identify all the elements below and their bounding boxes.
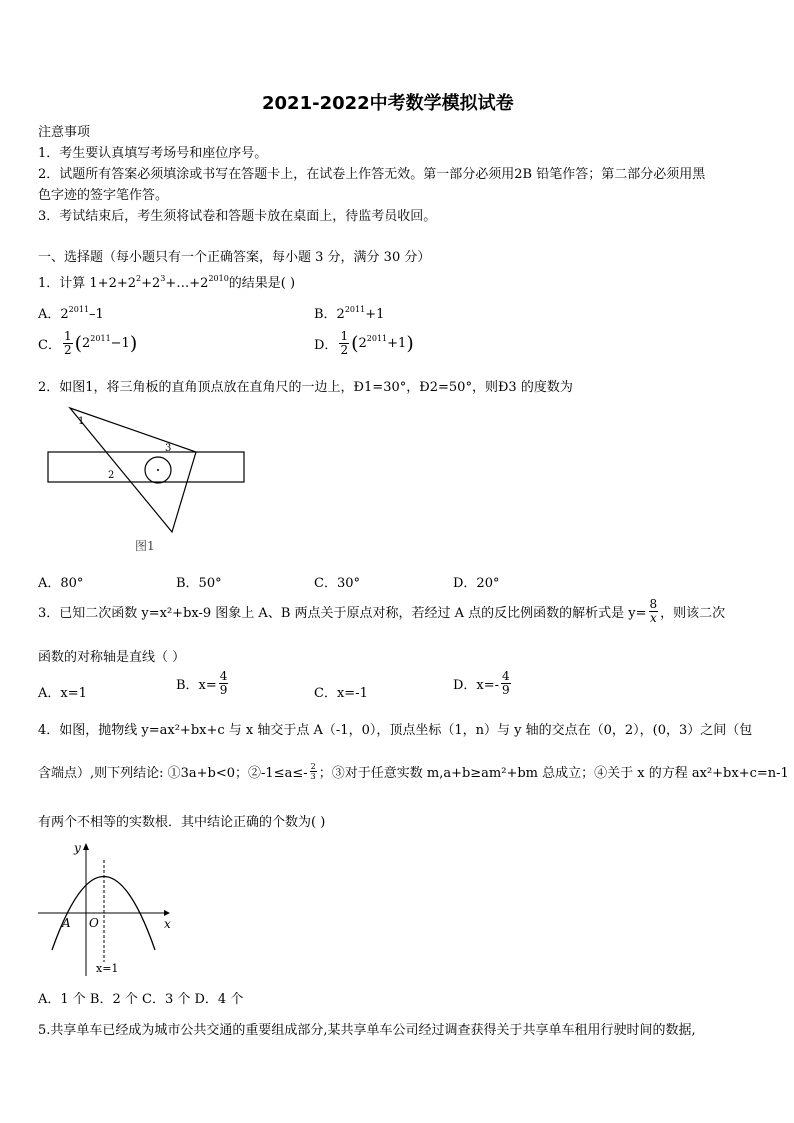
base: 2 (358, 336, 367, 351)
symmetry-label: x=1 (96, 962, 119, 975)
q1-option-b (314, 303, 384, 322)
origin-label: O (89, 916, 99, 930)
question-1 (38, 272, 295, 291)
triangle (70, 408, 196, 532)
paren: ) (406, 332, 414, 355)
option-text: +1 (387, 336, 407, 351)
fraction: $\frac{4}{9}$ (502, 669, 510, 697)
notice-item: 2．试题所有答案必须填涂或书写在答题卡上，在试卷上作答无效。第一部分必须用2B 铅笔作答；第二部分必须用黑 (38, 167, 706, 182)
angle-2-label: 2 (108, 470, 115, 481)
option-label: B．x= (176, 678, 217, 693)
center-dot (157, 469, 159, 471)
q4-text: 含端点）,则下列结论: ①3a+b<0；②-1≤a≤- (38, 766, 308, 781)
option-label: C． (38, 338, 61, 353)
point-a-label: A (62, 916, 71, 930)
q1-suffix: 的结果是( ) (228, 276, 296, 291)
paren: ) (129, 332, 138, 355)
q1-text: +2 (141, 276, 161, 291)
option-label: A．2 (38, 307, 69, 322)
ruler (48, 452, 244, 482)
question-3-line2: 函数的对称轴是直线（ ） (38, 650, 186, 665)
q1-option-a (38, 303, 104, 322)
angle-3-label: 3 (165, 443, 172, 454)
q3-option-b (176, 670, 230, 697)
q2-option-c: C．30° (314, 576, 360, 591)
base: 2 (82, 336, 91, 351)
exponent: 2011 (344, 305, 366, 314)
parabola-graph (36, 838, 176, 978)
notice-item: 色字迹的签字笔作答。 (38, 188, 169, 203)
exponent: 2011 (68, 305, 90, 314)
question-5-line1: 5.共享单车已经成为城市公共交通的重要组成部分,某共享单车公司经过调查获得关于共享单车租用行驶时间的数据, (38, 1023, 696, 1038)
question-4-line1: 4．如图，抛物线 y=ax²+bx+c 与 x 轴交于点 A（-1，0），顶点坐标（1，n）与 y 轴的交点在（0，2），(0，3）之间（包 (38, 723, 753, 738)
q3-text: 3．已知二次函数 y=x²+bx-9 图象上 A、B 两点关于原点对称，若经过 A 点的反比例函数的解析式是 y= (38, 606, 647, 621)
exponent: 2011 (90, 334, 111, 343)
fraction: $\frac{2}{3}$ (310, 762, 316, 781)
figure-caption: 图1 (135, 539, 155, 553)
exponent: 2011 (366, 334, 388, 343)
x-label: x (164, 917, 171, 931)
fraction: $\frac{1}{2}$ (340, 329, 349, 357)
q3-option-a: A．x=1 (38, 686, 87, 701)
q4-options: A．1 个 B．2 个 C．3 个 D．4 个 (38, 992, 244, 1007)
q1-option-c (38, 330, 137, 357)
fraction: $\frac{4}{9}$ (219, 669, 228, 697)
figure-1 (40, 404, 250, 554)
section-heading: 一、选择题（每小题只有一个正确答案，每小题 3 分，满分 30 分） (38, 250, 431, 265)
q4-text: ；③对于任意实数 m,a+b≥am²+bm 总成立；④关于 x 的方程 ax²+bx+c=n-1 (318, 766, 789, 781)
question-3-line1 (38, 598, 725, 625)
notice-item: 3．考试结束后，考生须将试卷和答题卡放在桌面上，待监考员收回。 (38, 209, 437, 224)
q3-option-c: C．x=-1 (314, 686, 368, 701)
q2-option-d: D．20° (453, 576, 500, 591)
angle-1-label: 1 (78, 416, 85, 427)
notice-heading: 注意事项 (38, 125, 91, 140)
fraction: $\frac{8}{x}$ (649, 597, 658, 625)
option-label: B．2 (314, 307, 345, 322)
fraction: $\frac{1}{2}$ (63, 329, 72, 357)
question-4-line2 (38, 762, 789, 781)
paren: ( (351, 332, 359, 355)
y-axis-arrow (83, 843, 89, 850)
page-title: 2021-2022中考数学模拟试卷 (262, 93, 514, 114)
q1-sup: 2 (136, 274, 142, 283)
notice-item: 1．考生要认真填写考场号和座位序号。 (38, 146, 268, 161)
y-label: y (74, 841, 81, 855)
question-4-line3: 有两个不相等的实数根．其中结论正确的个数为( ) (38, 815, 326, 830)
q2-option-b: B．50° (176, 576, 222, 591)
paren: ( (74, 332, 83, 355)
option-label: D．x=- (453, 678, 500, 693)
option-text: +1 (365, 307, 385, 322)
question-2: 2．如图1，将三角板的直角顶点放在直角尺的一边上，Ð1=30°，Ð2=50°，则Ð3 的度数为 (38, 380, 573, 395)
q1-sup: 3 (160, 274, 166, 283)
q1-sup: 2010 (208, 274, 229, 283)
q3-option-d (453, 670, 513, 697)
x-axis-arrow (164, 910, 170, 916)
q3-text: ，则该二次 (660, 606, 726, 621)
option-text: −1 (110, 336, 130, 351)
option-text: –1 (89, 307, 104, 322)
q1-text: +…+2 (165, 276, 209, 291)
q1-prefix: 1．计算 1+2+2 (38, 276, 137, 291)
q1-option-d (314, 330, 414, 357)
q2-option-a: A．80° (38, 576, 84, 591)
option-label: D． (314, 338, 338, 353)
